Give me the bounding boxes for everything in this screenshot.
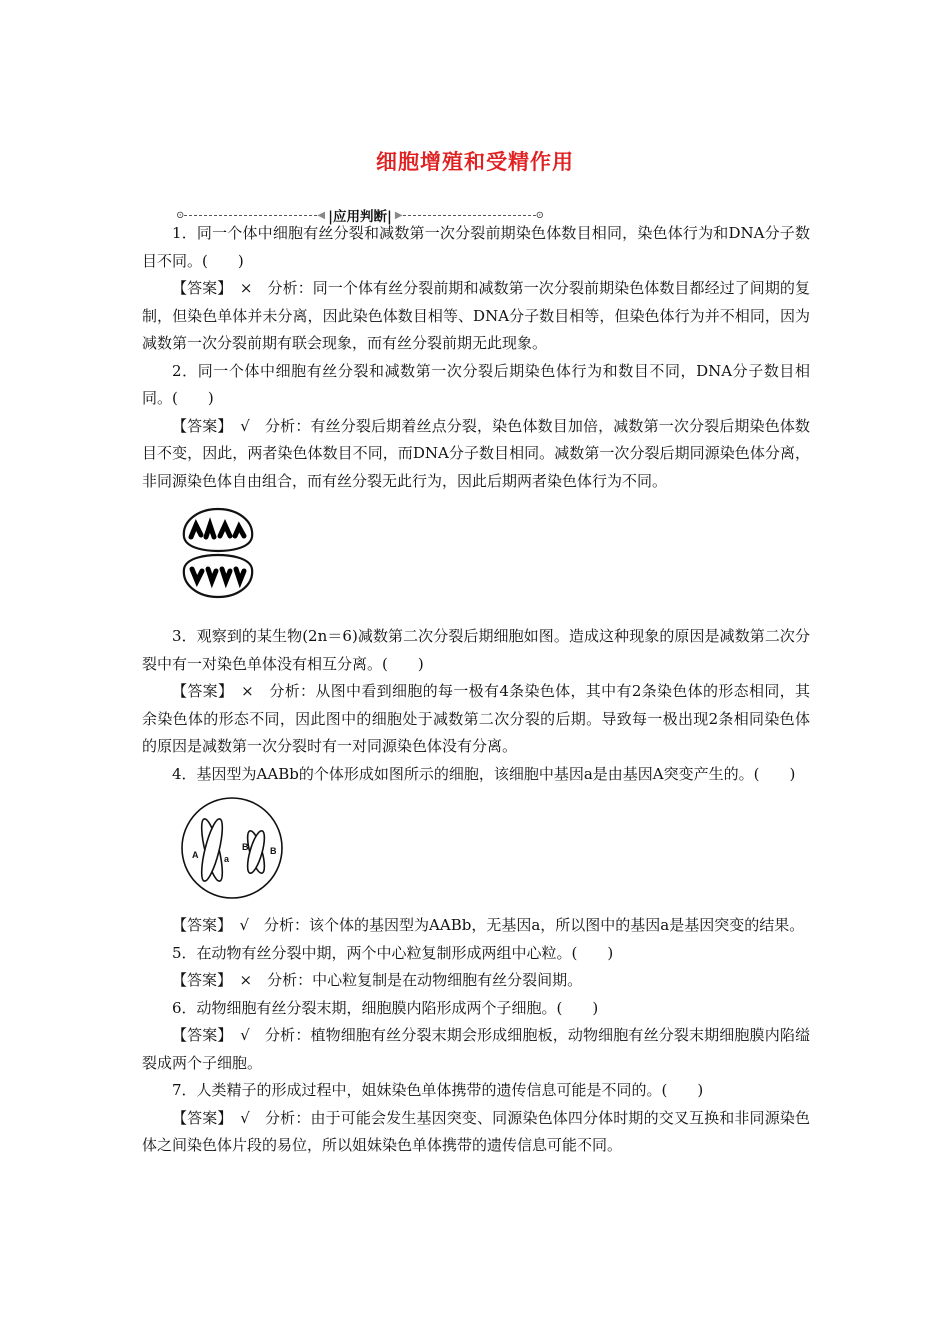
question-7: 7．人类精子的形成过程中，姐妹染色单体携带的遗传信息可能是不同的。( ): [172, 1081, 704, 1099]
question-5: 5．在动物有丝分裂中期，两个中心粒复制形成两组中心粒。( ): [172, 943, 614, 962]
arrow-left-icon: ◀: [317, 209, 326, 221]
divider: [184, 215, 317, 216]
document-body: [142, 220, 810, 1160]
question-4: 4．基因型为AABb的个体形成如图所示的细胞，该细胞中基因a是由基因A突变产生的。( ): [172, 764, 796, 783]
cell-anaphase-figure: [178, 503, 810, 615]
section-label: |应用判断|: [328, 209, 392, 225]
gene-label-B1: B: [242, 842, 249, 852]
answer-2: 【答案】 √ 分析：有丝分裂后期着丝点分裂，染色体数目加倍，减数第一次分裂后期染色体数目不变，因此，两者染色体数目不同，而DNA分子数目相同。减数第一次分裂后期同源染色体分离，非同源染色体自由组合，而有丝分裂无此行为，因此后期两者染色体行为不同。: [142, 416, 810, 490]
answer-5: 【答案】 × 分析：中心粒复制是在动物细胞有丝分裂间期。: [172, 971, 583, 989]
circle-dot-icon: ⊙: [535, 209, 545, 221]
gene-label-B2: B: [270, 846, 277, 856]
divider: [403, 215, 536, 216]
question-2: 2．同一个体中细胞有丝分裂和减数第一次分裂后期染色体行为和数目不同，DNA分子数目相同。( ): [142, 361, 810, 407]
answer-7: 【答案】 √ 分析：由于可能会发生基因突变、同源染色体四分体时期的交叉互换和非同源染色体之间染色体片段的易位，所以姐妹染色单体携带的遗传信息可能不同。: [142, 1108, 810, 1154]
page-title: 细胞增殖和受精作用: [376, 149, 574, 174]
cell-chromosome-figure: [178, 794, 810, 906]
answer-1: 【答案】 × 分析：同一个体有丝分裂前期和减数第一次分裂前期染色体数目都经过了间期的复制，但染色单体并未分离，因此染色体数目相等、DNA分子数目相等，但染色体行为并不相同，因为减数第一次分裂前期有联会现象，而有丝分裂前期无此现象。: [142, 279, 810, 352]
answer-3: 【答案】 × 分析：从图中看到细胞的每一极有4条染色体，其中有2条染色体的形态相同，其余染色体的形态不同，因此图中的细胞处于减数第二次分裂的后期。导致每一极出现2条相同染色体的原因是减数第一次分裂时有一对同源染色体没有分离。: [142, 682, 810, 755]
answer-4: 【答案】 √ 分析：该个体的基因型为AABb，无基因a，所以图中的基因a是基因突变的结果。: [172, 916, 805, 934]
circle-dot-icon: ⊙: [176, 209, 185, 221]
arrow-right-icon: ▶: [394, 209, 403, 221]
question-3: 3．观察到的某生物(2n＝6)减数第二次分裂后期细胞如图。造成这种现象的原因是减数第二次分裂中有一对染色单体没有相互分离。( ): [142, 627, 810, 673]
gene-label-A: A: [192, 850, 199, 860]
question-6: 6．动物细胞有丝分裂末期，细胞膜内陷形成两个子细胞。( ): [172, 998, 599, 1017]
question-1: 1．同一个体中细胞有丝分裂和减数第一次分裂前期染色体数目相同，染色体行为和DNA分子数目不同。( ): [142, 224, 810, 270]
gene-label-a: a: [224, 854, 230, 864]
answer-6: 【答案】 √ 分析：植物细胞有丝分裂末期会形成细胞板，动物细胞有丝分裂末期细胞膜内陷缢裂成两个子细胞。: [142, 1026, 810, 1072]
